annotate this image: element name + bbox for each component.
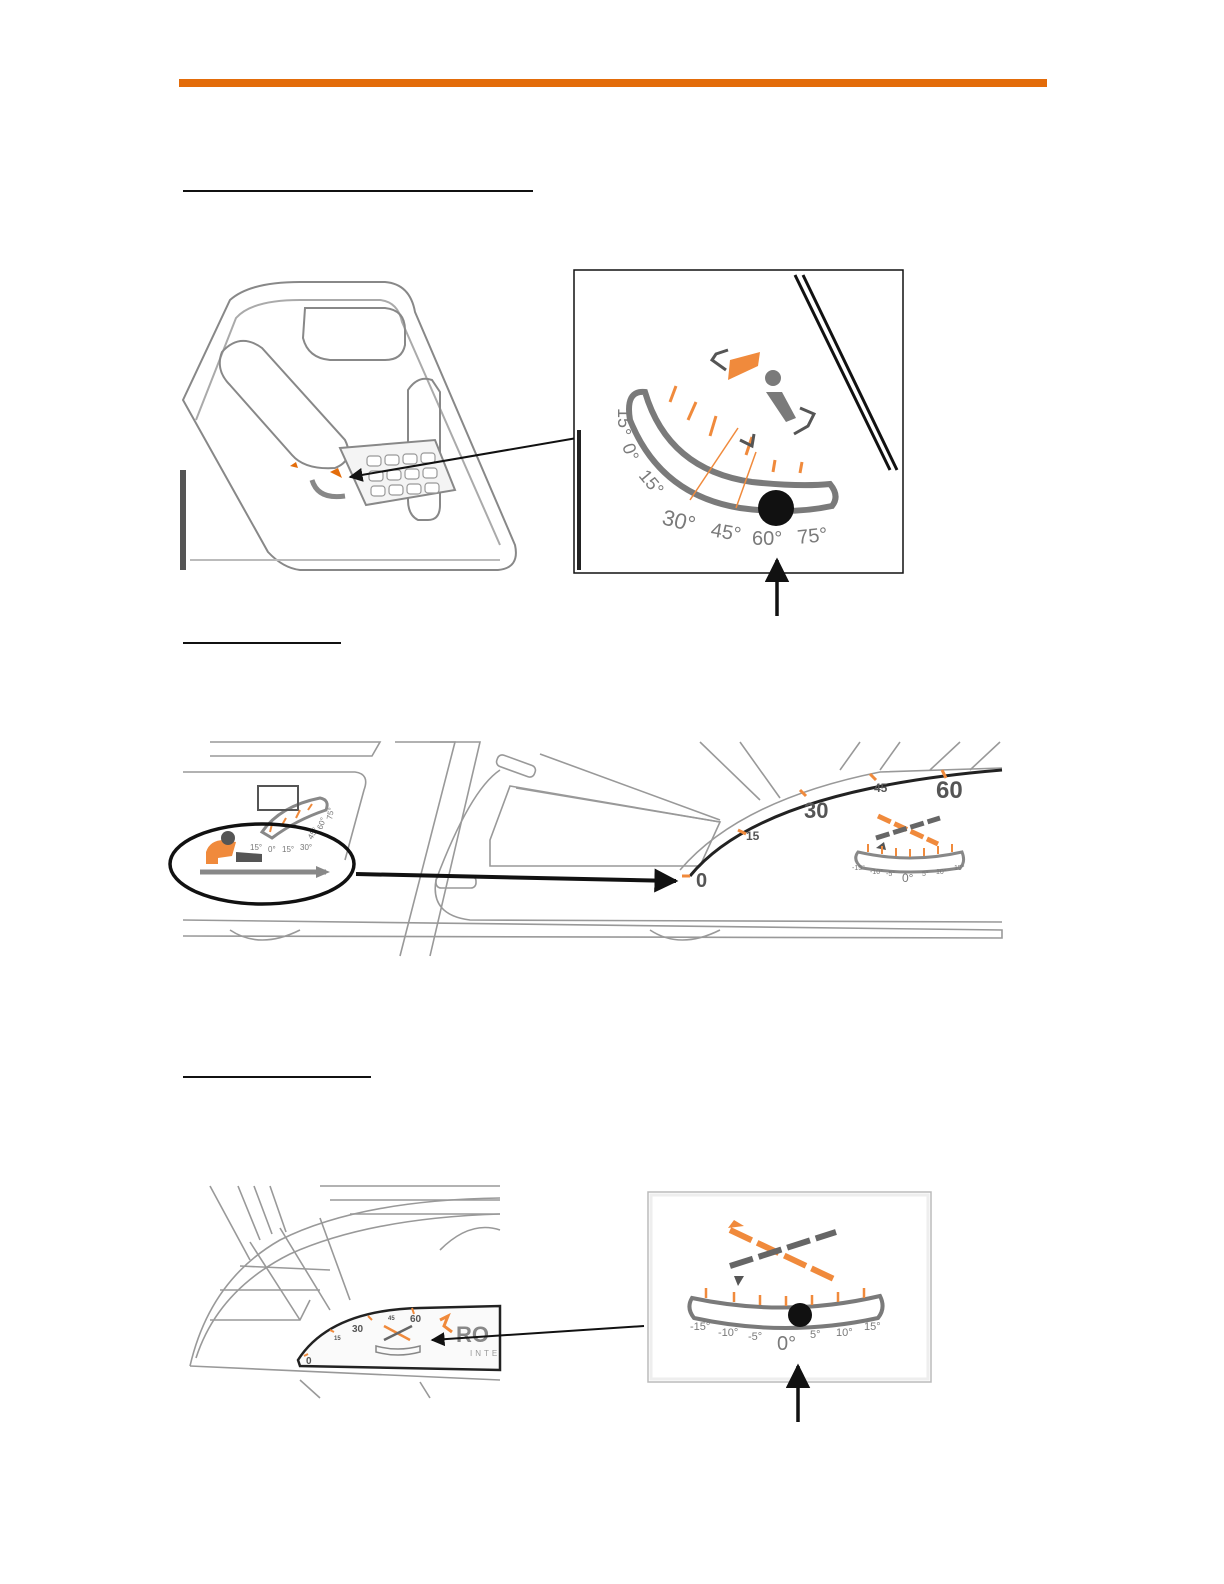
callout-arrow [356,874,676,881]
mini-dial-label: 75° [325,806,337,821]
tilt-label: 15° [954,865,965,872]
brand-fragment: RO [456,1322,489,1347]
figure-backrest-angle [0,0,1224,640]
section-heading-underline-3 [183,1076,371,1078]
rail-scale-label: 60 [936,777,963,804]
mini-dial-label: 0° [268,845,276,854]
dial-label: 15° [634,465,668,500]
mini-dial-label: 15° [250,843,263,852]
rail-scale-label: 15 [746,829,760,843]
figure-siderail-scale [0,730,1224,970]
foot-scale-label: 15 [334,1336,341,1342]
tilt-label: 0° [902,871,914,885]
dial-label: 75° [796,523,829,549]
tilt-label: 10° [936,869,947,876]
tilt-zoom-label: 5° [810,1329,821,1341]
tilt-label: -5° [886,871,896,878]
tilt-zoom-label: -10° [718,1327,739,1339]
dial-label: 60° [752,528,783,550]
zoomed-tilt-panel [648,1192,931,1382]
tilt-label: -15° [852,865,865,872]
dial-label: 0° [618,440,643,464]
foot-scale-label: 0 [306,1356,312,1367]
zoomed-dial-panel [574,270,903,573]
position-indicator-dot [758,490,794,526]
foot-scale-label: 45 [388,1316,395,1322]
mini-dial-label: 45° [305,826,320,841]
rail-scale-label: 0 [696,870,708,892]
dial-label: 30° [659,504,699,537]
tilt-zoom-label: 0° [777,1333,797,1355]
mini-dial-label: 60° [315,816,329,831]
dial-label: 45° [709,519,743,547]
section-heading-underline-2 [183,642,341,644]
foot-scale-label: 60 [410,1314,422,1325]
mini-dial-label: 30° [300,843,313,852]
tilt-zoom-label: 15° [864,1321,881,1333]
foot-scale-label: 30 [352,1324,364,1335]
highlight-ellipse [170,824,354,904]
dial-label: 15° [614,408,634,436]
position-indicator-dot [788,1303,812,1327]
tilt-zoom-label: 10° [836,1327,853,1339]
tilt-zoom-label: -5° [748,1331,763,1343]
tilt-label: 5° [922,871,929,878]
rail-scale-label: 45 [874,781,888,795]
tilt-indicator [852,816,965,885]
mini-dial-label: 15° [282,845,295,854]
mini-head-dial [250,786,336,854]
tilt-zoom-label: -15° [690,1321,711,1333]
tilt-label: -10° [870,869,883,876]
rail-scale-label: 30 [804,798,829,823]
brand-subtitle: INTE [470,1349,501,1358]
figure-tilt-angle [0,1170,1224,1430]
bed-siderail-drawing [183,282,516,570]
